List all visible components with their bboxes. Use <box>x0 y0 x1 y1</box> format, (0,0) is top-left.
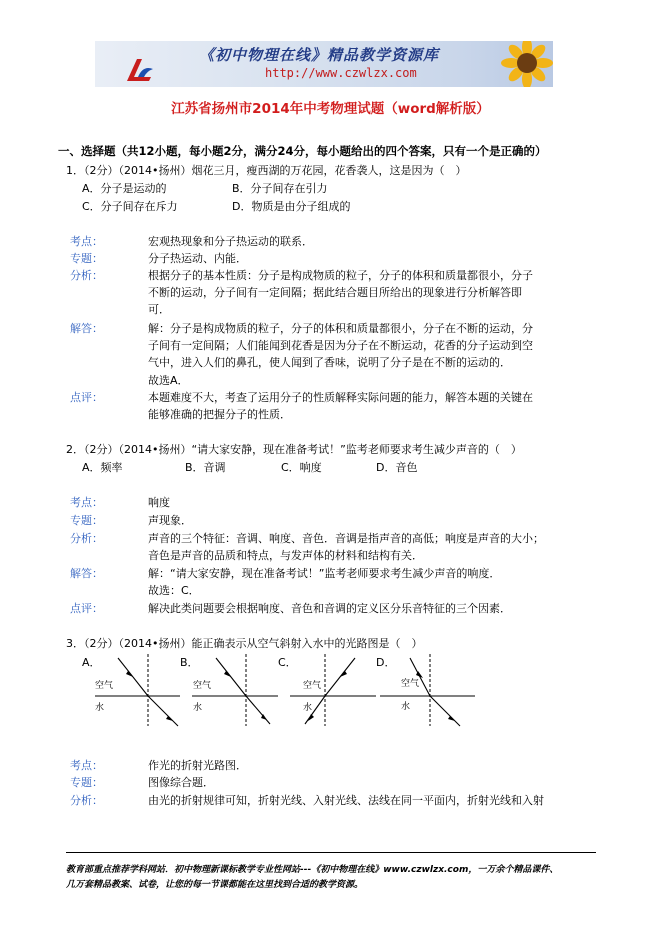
q3-zhuanti-label: 专题： <box>70 776 103 789</box>
banner-title: 《初中物理在线》精品教学资源库 <box>199 46 440 64</box>
q2-jieda-line2: 故选：C． <box>148 584 200 597</box>
q3-option-c: C． <box>278 656 297 669</box>
q1-jieda-label: 解答： <box>70 322 103 335</box>
q1-zhuanti: 分子热运动、内能． <box>148 252 247 265</box>
q2-dianping: 解决此类问题要会根据响度、音色和音调的定义区分乐音特征的三个因素． <box>148 602 511 615</box>
q2-option-c: C．响度 <box>281 461 322 474</box>
q1-option-c: C．分子间存在斥力 <box>82 200 178 213</box>
q2-option-d: D．音色 <box>376 461 418 474</box>
q1-fenxi-line3: 可． <box>148 303 170 316</box>
q1-option-d: D．物质是由分子组成的 <box>232 200 351 213</box>
diagram-c-air-label: 空气 <box>303 681 322 691</box>
q1-dianping-line1: 本题难度不大，考查了运用分子的性质解释实际问题的能力，解答本题的关键在 <box>148 391 533 404</box>
q2-zhuanti-label: 专题： <box>70 514 103 527</box>
q3-fenxi-label: 分析： <box>70 794 103 807</box>
diagram-a-air-label: 空气 <box>95 681 114 691</box>
section-heading: 一、选择题（共12小题，每小题2分，满分24分，每小题给出的四个答案，只有一个是正确的） <box>58 144 547 158</box>
q3-kaodian-label: 考点： <box>70 759 103 772</box>
q2-kaodian: 响度 <box>148 496 170 509</box>
diagram-d <box>380 654 475 726</box>
q1-fenxi-label: 分析： <box>70 269 103 282</box>
q1-jieda-line3: 气中，进入人们的鼻孔，使人闻到了香味，说明了分子是在不断的运动的． <box>148 356 511 369</box>
q1-dianping-line2: 能够准确的把握分子的性质． <box>148 408 291 421</box>
diagram-a-water-label: 水 <box>95 703 105 713</box>
sunflower-icon <box>497 41 553 87</box>
q2-stem: 2．（2分）（2014•扬州）“请大家安静，现在准备考试！”监考老师要求考生减少声音的（ ） <box>66 443 522 456</box>
q1-jieda-line4: 故选A． <box>148 374 189 387</box>
footer-rule <box>66 852 596 853</box>
footer-line2: 几万套精品教案、试卷，让您的每一节课都能在这里找到合适的教学资源。 <box>66 880 364 890</box>
q1-jieda-line1: 解：分子是构成物质的粒子，分子的体积和质量都很小，分子在不断的运动，分 <box>148 322 533 335</box>
q3-zhuanti: 图像综合题． <box>148 776 214 789</box>
q1-kaodian: 宏观热现象和分子热运动的联系． <box>148 235 313 248</box>
q2-jieda-label: 解答： <box>70 567 103 580</box>
banner-url[interactable]: http://www.czwlzx.com <box>265 66 417 80</box>
q3-stem: 3．（2分）（2014•扬州）能正确表示从空气斜射入水中的光路图是（ ） <box>66 637 423 650</box>
q3-fenxi-line1: 由光的折射规律可知，折射光线、入射光线、法线在同一平面内，折射光线和入射 <box>148 794 544 807</box>
q1-stem: 1．（2分）（2014•扬州）烟花三月，瘦西湖的万花园，花香袭人，这是因为（ ） <box>66 164 467 177</box>
refraction-diagrams <box>80 650 480 730</box>
diagram-c-water-label: 水 <box>303 703 313 713</box>
document-title: 江苏省扬州市2014年中考物理试题（word解析版） <box>171 101 490 117</box>
q1-jieda-line2: 子间有一定间隔；人们能闻到花香是因为分子在不断运动，花香的分子运动到空 <box>148 339 533 352</box>
q1-zhuanti-label: 专题： <box>70 252 103 265</box>
q3-option-b: B． <box>180 656 199 669</box>
footer-line1: 教育部重点推荐学科网站．初中物理新课标教学专业性网站---《初中物理在线》www.czwlzx.com，一万余个精品课件、 <box>66 865 559 875</box>
diagram-b-water-label: 水 <box>193 703 203 713</box>
q2-fenxi-line2: 音色是声音的品质和特点，与发声体的材料和结构有关． <box>148 549 423 562</box>
q1-dianping-label: 点评： <box>70 391 103 404</box>
q1-fenxi-line1: 根据分子的基本性质：分子是构成物质的粒子，分子的体积和质量都很小，分子 <box>148 269 533 282</box>
q3-kaodian: 作光的折射光路图． <box>148 759 247 772</box>
q2-kaodian-label: 考点： <box>70 496 103 509</box>
q2-option-b: B．音调 <box>185 461 226 474</box>
q1-fenxi-line2: 不断的运动，分子间有一定间隔；据此结合题目所给出的现象进行分析解答即 <box>148 286 522 299</box>
site-logo-icon <box>125 55 155 83</box>
q2-dianping-label: 点评： <box>70 602 103 615</box>
q3-option-d: D． <box>376 656 396 669</box>
q1-option-b: B．分子间存在引力 <box>232 182 328 195</box>
q2-zhuanti: 声现象． <box>148 514 192 527</box>
q3-option-a: A． <box>82 656 101 669</box>
q1-option-a: A．分子是运动的 <box>82 182 167 195</box>
header-banner <box>95 41 553 87</box>
q2-fenxi-label: 分析： <box>70 532 103 545</box>
q2-option-a: A．频率 <box>82 461 123 474</box>
q2-jieda-line1: 解：“请大家安静，现在准备考试！”监考老师要求考生减少声音的响度． <box>148 567 501 580</box>
diagram-b-air-label: 空气 <box>193 681 212 691</box>
q2-fenxi-line1: 声音的三个特征：音调、响度、音色．音调是指声音的高低；响度是声音的大小； <box>148 532 544 545</box>
q1-kaodian-label: 考点： <box>70 235 103 248</box>
diagram-d-water-label: 水 <box>401 702 411 712</box>
diagram-d-air-label: 空气 <box>401 679 420 689</box>
